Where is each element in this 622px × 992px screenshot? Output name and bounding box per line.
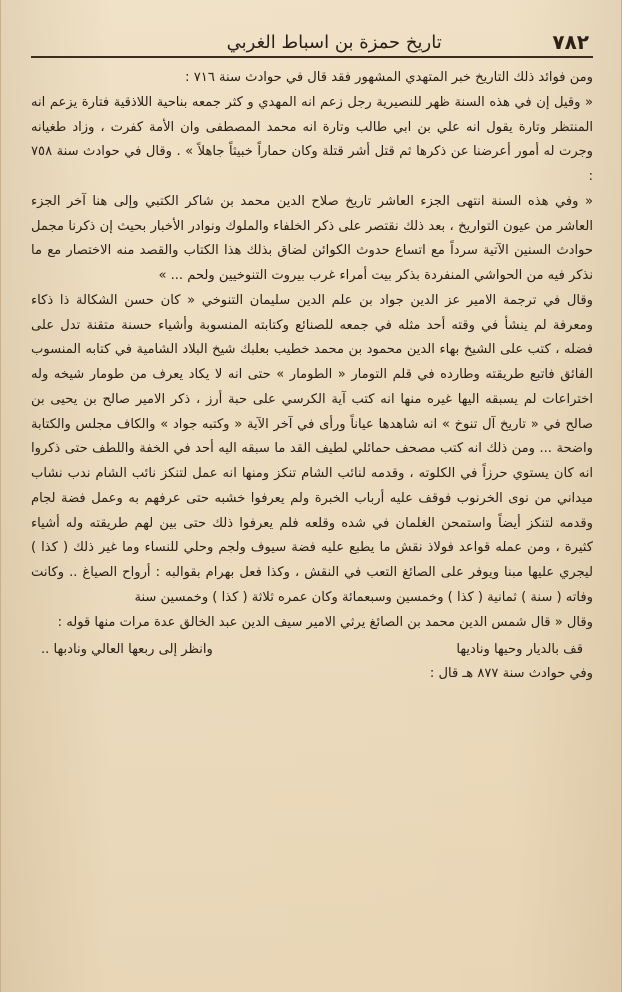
page-number: ٧٨٢ [552, 30, 589, 54]
paragraph-3: « وفي هذه السنة انتهى الجزء العاشر تاريخ صلاح الدين محمد بن شاكر الكتبي وإلى هنا آخر الجزء العاشر من عيون التواريخ ، بعد ذلك نقتصر على ذكر الخلفاء والملوك ونوادر الأخبار بحيث إن ذكرنا مجمل حوادث السنين الآتية سرداً مع اتساع حدوث الكوائن لضاق بذلك هذا الكتاب والقصد منه الاختصار مع ما نذكر فيه من الحواشي المنفردة بذكر بيت أمراء غرب بيروت التنوخيين ولحم ... » [31, 193, 593, 283]
page-content [31, 66, 593, 972]
paragraph-1: ومن فوائد ذلك التاريخ خبر المتهدي المشهور فقد قال في حوادث سنة ٧١٦ : [185, 70, 593, 85]
paragraph-5: وقال « قال شمس الدين محمد بن الصائغ يرثي الامير سيف الدين عبد الخالق عدة مرات منها قوله : [57, 614, 593, 630]
paragraph-2: « وقيل إن في هذه السنة ظهر للنصيرية رجل زعم انه المهدي و كثر جمعه بناحية اللاذقية فتارة يزعم انه المنتظر وتارة يقول انه علي بن ابي طالب وتارة انه محمد المصطفى وان الأمة كفرت ، وزاد طغيانه وجرت له أمور أعرضنا عن ذكرها ثم قتل أشر قتلة وكان حماراً خبيثاً جاهلاً » . وقال في حوادث سنة ٧٥٨ : [31, 94, 593, 184]
poem-second-hemistich: وانظر إلى ربعها العالي ونادبها .. [41, 642, 213, 658]
poem-verse [31, 638, 593, 662]
paragraph-4: وقال في ترجمة الامير عز الدين جواد بن علم الدين سليمان التنوخي « كان حسن الشكالة ذا ذكاء ومعرفة لم ينشأ في وقته أحد مثله في جمعه للصنائع وكتابته المنسوبة وأشياء حسنة متقنة تدل على فضله ، كتب على الشيخ بهاء الدين محمود بن محمد خطيب بعلبك شيخ البلاد الشامية في كتابه المنسوب الفائق فاتبع طريقته وطارده في قلم التومار « الطومار » حتى انه لا يكاد يعرف من طومار شيخه وله اختراعات لم يسبقه اليها غيره منها انه كتب آية الكرسي على حبة أرز ، ذكر الامير صالح بن يحيى بن صالح في « تاريخ آل تنوخ » انه شاهدها عياناً ورأى في آخر الآية « وكتبه جواد » والكاف مجلس والكتابة واضحة ... ومن ذلك انه كتب مصحف حمائلي لطيف القد ما سبقه اليه أحد في الخفة واللطف حتى ذكروا انه كان يستوي حرزاً في الكلوته ، وقدمه لنائب الشام تنكز ومنها انه عمل لتنكز نائب الشام ندب نشاب ميداني من نوى الخرنوب فوقف عليه أرباب الخبرة ولم يعرفوا خشبه حتى عرفهم به وعمل فضة لجام وقدمه لتنكز أيضاً واستمحن الغلمان في شده وقلعه فلم يعرفوا ذلك حتى بين لهم طريقته وله أشياء كثيرة ، ومن عمله قواعد فولاذ نقش ما يطبع عليه فضة سيوف ولجم وحلي للنساء وما غير ذلك ( كذا ) ليجري عليها مبنا ويوفر على الصائغ التعب في النقش ، وكذا فعل بهرام بقوالبه : أرواح الصياغ .. وكانت وفاته ( سنة ) ثمانية ( كذا ) وخمسين وسبعمائة وكان عمره ثلاثة ( كذا ) وخمسين سنة [31, 292, 593, 605]
header-rule [31, 56, 593, 58]
running-title: تاريخ حمزة بن اسباط الغربي [226, 32, 442, 53]
page-header [31, 24, 591, 52]
poem-first-hemistich: قف بالديار وحيها وناديها [456, 642, 583, 658]
last-line: وفي حوادث سنة ٨٧٧ هـ قال : [429, 666, 593, 682]
